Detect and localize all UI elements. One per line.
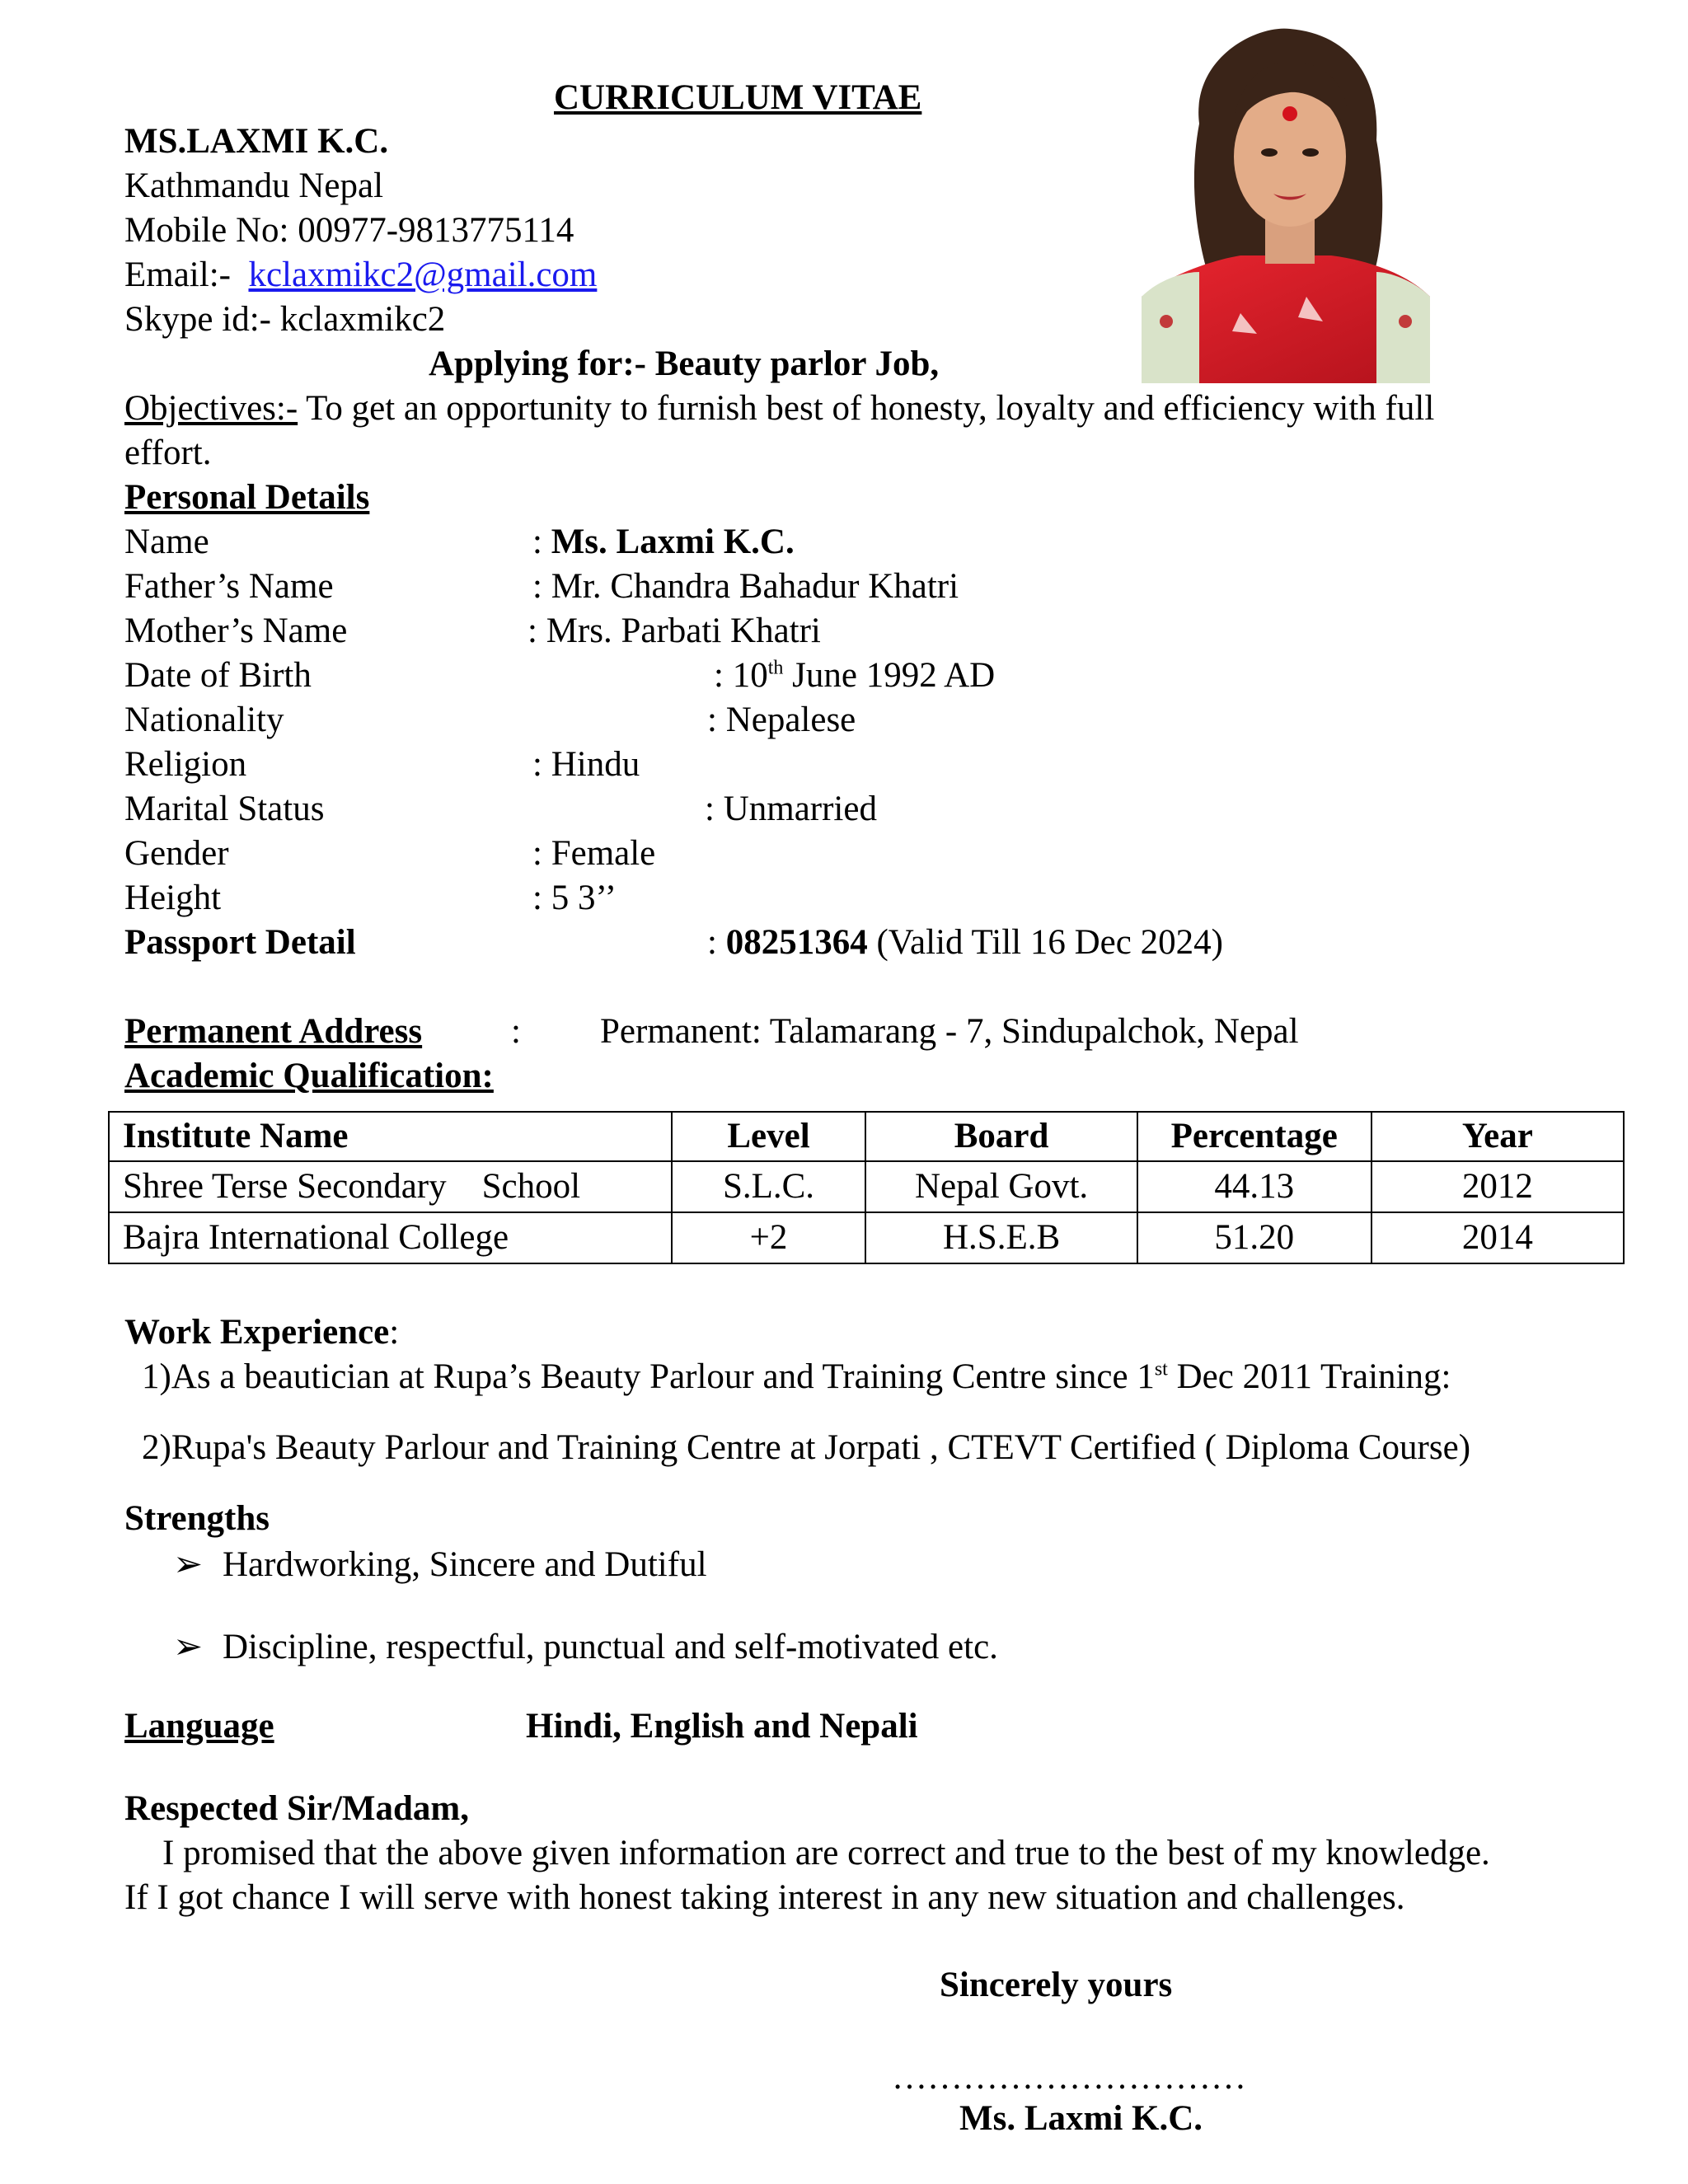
- pd-name-label: Name: [124, 523, 209, 561]
- pd-height-value: : 5 3’’: [532, 879, 617, 917]
- language-label: Language: [124, 1707, 274, 1746]
- pd-religion-label: Religion: [124, 745, 247, 784]
- td-institute: Bajra International College: [109, 1212, 672, 1263]
- work-heading: Work Experience: [124, 1313, 390, 1352]
- pd-dob-label: Date of Birth: [124, 656, 312, 695]
- td-board: H.S.E.B: [865, 1212, 1137, 1263]
- work-item-1-text: 1)As a beautician at Rupa’s Beauty Parlour and Training Centre since 1: [142, 1357, 1155, 1396]
- objectives-line: [124, 387, 1434, 431]
- th-institute: Institute Name: [109, 1112, 672, 1161]
- strength-text: Hardworking, Sincere and Dutiful: [223, 1545, 707, 1584]
- profile-photo: [1142, 25, 1430, 383]
- pd-passport-value: : 08251364 (Valid Till 16 Dec 2024): [707, 923, 1223, 962]
- mobile-line: Mobile No: 00977-9813775114: [124, 211, 574, 250]
- pd-father-label: Father’s Name: [124, 567, 334, 606]
- pd-nationality-label: Nationality: [124, 701, 284, 739]
- pd-gender-label: Gender: [124, 834, 229, 873]
- work-item-2: 2)Rupa's Beauty Parlour and Training Centre at Jorpati , CTEVT Certified ( Diploma Course): [142, 1428, 1471, 1467]
- signature-name: Ms. Laxmi K.C.: [959, 2099, 1203, 2138]
- td-level: S.L.C.: [672, 1161, 866, 1212]
- closing: Sincerely yours: [940, 1966, 1173, 2004]
- salutation: Respected Sir/Madam,: [124, 1789, 469, 1828]
- objectives-text-2: effort.: [124, 434, 212, 472]
- pd-name-value: : Ms. Laxmi K.C.: [532, 523, 795, 561]
- td-year: 2014: [1372, 1212, 1624, 1263]
- pd-marital-label: Marital Status: [124, 790, 325, 828]
- declaration-line-2: If I got chance I will serve with honest taking interest in any new situation and challenges.: [124, 1878, 1405, 1917]
- td-year: 2012: [1372, 1161, 1624, 1212]
- strength-text: Discipline, respectful, punctual and self-motivated etc.: [223, 1628, 998, 1666]
- pd-father-value: : Mr. Chandra Bahadur Khatri: [532, 567, 959, 606]
- address-line: Kathmandu Nepal: [124, 166, 384, 205]
- permanent-address-label: Permanent Address: [124, 1012, 423, 1051]
- td-institute: Shree Terse Secondary School: [109, 1161, 672, 1212]
- pd-dob-value: [714, 654, 995, 698]
- th-percentage: Percentage: [1137, 1112, 1372, 1161]
- email-label: Email:-: [124, 255, 231, 294]
- pd-mother-label: Mother’s Name: [124, 612, 348, 650]
- td-level: +2: [672, 1212, 866, 1263]
- language-value: Hindi, English and Nepali: [526, 1707, 918, 1746]
- pd-dob-day: : 10: [714, 656, 768, 695]
- objectives-text: To get an opportunity to furnish best of honesty, loyalty and efficiency with full: [298, 389, 1435, 428]
- strength-item: [173, 1625, 998, 1670]
- skype-line: Skype id:- kclaxmikc2: [124, 300, 446, 339]
- arrow-bullet-icon: ➢: [173, 1628, 204, 1666]
- email-link[interactable]: kclaxmikc2@gmail.com: [248, 255, 598, 294]
- pd-passport-number: 08251364: [725, 923, 868, 962]
- declaration-line-1: I promised that the above given information are correct and true to the best of my knowledge.: [162, 1834, 1490, 1872]
- pd-dob-rest: June 1992 AD: [783, 656, 996, 695]
- work-heading-line: [124, 1310, 399, 1355]
- td-percentage: 51.20: [1137, 1212, 1372, 1263]
- pd-name-bold: Ms. Laxmi K.C.: [551, 523, 795, 561]
- permanent-address-value: Permanent: Talamarang - 7, Sindupalchok, Nepal: [600, 1012, 1299, 1051]
- objectives-label: Objectives:-: [124, 389, 298, 428]
- applying-for: Applying for:- Beauty parlor Job,: [429, 344, 940, 383]
- td-percentage: 44.13: [1137, 1161, 1372, 1212]
- work-colon: :: [389, 1313, 400, 1352]
- table-row: [109, 1161, 1624, 1212]
- td-board: Nepal Govt.: [865, 1161, 1137, 1212]
- pd-gender-value: : Female: [532, 834, 656, 873]
- th-board: Board: [865, 1112, 1137, 1161]
- name-header: MS.LAXMI K.C.: [124, 122, 389, 161]
- work-item-1-rest: Dec 2011 Training:: [1167, 1357, 1451, 1396]
- strengths-heading: Strengths: [124, 1499, 270, 1538]
- work-item-1-sup: st: [1154, 1358, 1168, 1380]
- pd-dob-sup: th: [767, 657, 784, 679]
- pd-marital-value: : Unmarried: [705, 790, 877, 828]
- pd-nationality-value: : Nepalese: [707, 701, 856, 739]
- strength-item: [173, 1543, 707, 1587]
- arrow-bullet-icon: ➢: [173, 1545, 204, 1584]
- academic-table: [108, 1111, 1625, 1264]
- pd-mother-value: : Mrs. Parbati Khatri: [528, 612, 821, 650]
- pd-religion-value: : Hindu: [532, 745, 640, 784]
- table-row: [109, 1212, 1624, 1263]
- pd-passport-validity: (Valid Till 16 Dec 2024): [867, 923, 1223, 962]
- cv-title: CURRICULUM VITAE: [554, 78, 922, 117]
- th-level: Level: [672, 1112, 866, 1161]
- permanent-address-colon: :: [511, 1012, 521, 1051]
- pd-passport-label: Passport Detail: [124, 923, 356, 962]
- table-header-row: [109, 1112, 1624, 1161]
- pd-height-label: Height: [124, 879, 222, 917]
- work-item-1: [142, 1355, 1451, 1399]
- signature-dots: …………………………: [892, 2058, 1246, 2097]
- th-year: Year: [1372, 1112, 1624, 1161]
- email-line: [124, 253, 597, 298]
- academic-heading: Academic Qualification:: [124, 1057, 494, 1095]
- personal-details-heading: Personal Details: [124, 478, 370, 517]
